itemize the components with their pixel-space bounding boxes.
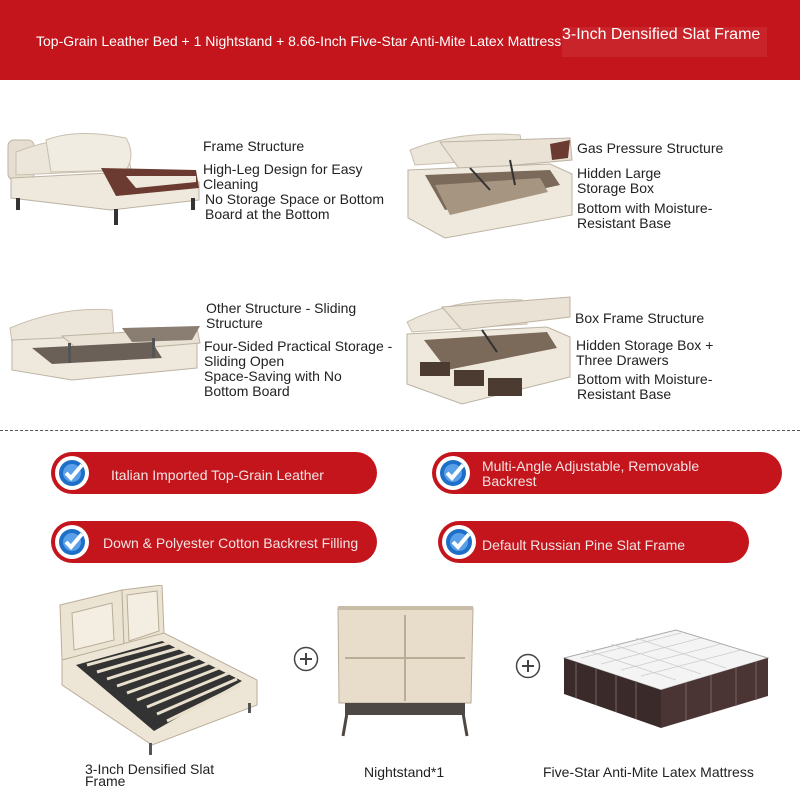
feature-pill-label: Multi-Angle Adjustable, Removable Backrest <box>482 458 700 489</box>
check-icon <box>55 525 89 559</box>
feature-line: Space-Saving with No Bottom Board <box>204 368 342 399</box>
frame-bed-image <box>6 130 201 230</box>
nightstand-image <box>333 603 478 738</box>
feature-line: Hidden Large Storage Box <box>577 165 662 196</box>
feature-pill-backrest <box>432 452 782 494</box>
product-caption-mattress: Five-Star Anti-Mite Latex Mattress <box>543 764 754 780</box>
feature-block-box <box>575 311 790 402</box>
feature-line: No Storage Space or Bottom Board at the Bottom <box>205 191 384 222</box>
mattress-image <box>556 628 772 740</box>
banner-title: Top-Grain Leather Bed + 1 Nightstand + 8.66-Inch Five-Star Anti-Mite Latex Mattress <box>36 33 562 49</box>
slat-frame-bed-image <box>52 585 262 755</box>
feature-line: High-Leg Design for Easy Cleaning <box>203 161 363 192</box>
section-divider <box>0 430 800 431</box>
check-icon <box>55 456 89 490</box>
feature-title: Box Frame Structure <box>575 310 705 326</box>
check-icon <box>442 525 476 559</box>
plus-icon <box>515 653 541 679</box>
feature-pill-leather <box>51 452 377 494</box>
feature-block-frame <box>203 139 398 222</box>
top-banner <box>0 0 800 80</box>
feature-pill-slat-frame <box>438 521 749 563</box>
product-caption-nightstand: Nightstand*1 <box>364 764 445 780</box>
feature-line: Four-Sided Practical Storage - Sliding Open <box>204 338 393 369</box>
feature-block-sliding <box>204 301 399 399</box>
feature-line: Bottom with Moisture-Resistant Base <box>577 200 713 231</box>
feature-line: Bottom with Moisture-Resistant Base <box>577 371 713 402</box>
sliding-bed-image <box>2 298 202 388</box>
feature-title: Frame Structure <box>203 138 305 154</box>
feature-pill-filling <box>51 521 377 563</box>
box-frame-bed-image <box>402 292 572 410</box>
feature-pill-label: Default Russian Pine Slat Frame <box>482 537 686 553</box>
gas-pressure-bed-image <box>400 130 575 248</box>
feature-pill-label: Italian Imported Top-Grain Leather <box>111 467 324 483</box>
feature-pill-label: Down & Polyester Cotton Backrest Filling <box>103 535 359 551</box>
product-caption-slat-frame: 3-Inch Densified Slat Frame <box>85 761 215 789</box>
feature-title: Gas Pressure Structure <box>577 140 724 156</box>
feature-block-gas <box>577 141 792 231</box>
feature-line: Hidden Storage Box + Three Drawers <box>576 337 714 368</box>
check-icon <box>436 456 470 490</box>
plus-icon <box>293 646 319 672</box>
banner-badge: 3-Inch Densified Slat Frame <box>562 27 767 57</box>
feature-title: Other Structure - Sliding Structure <box>206 300 357 331</box>
